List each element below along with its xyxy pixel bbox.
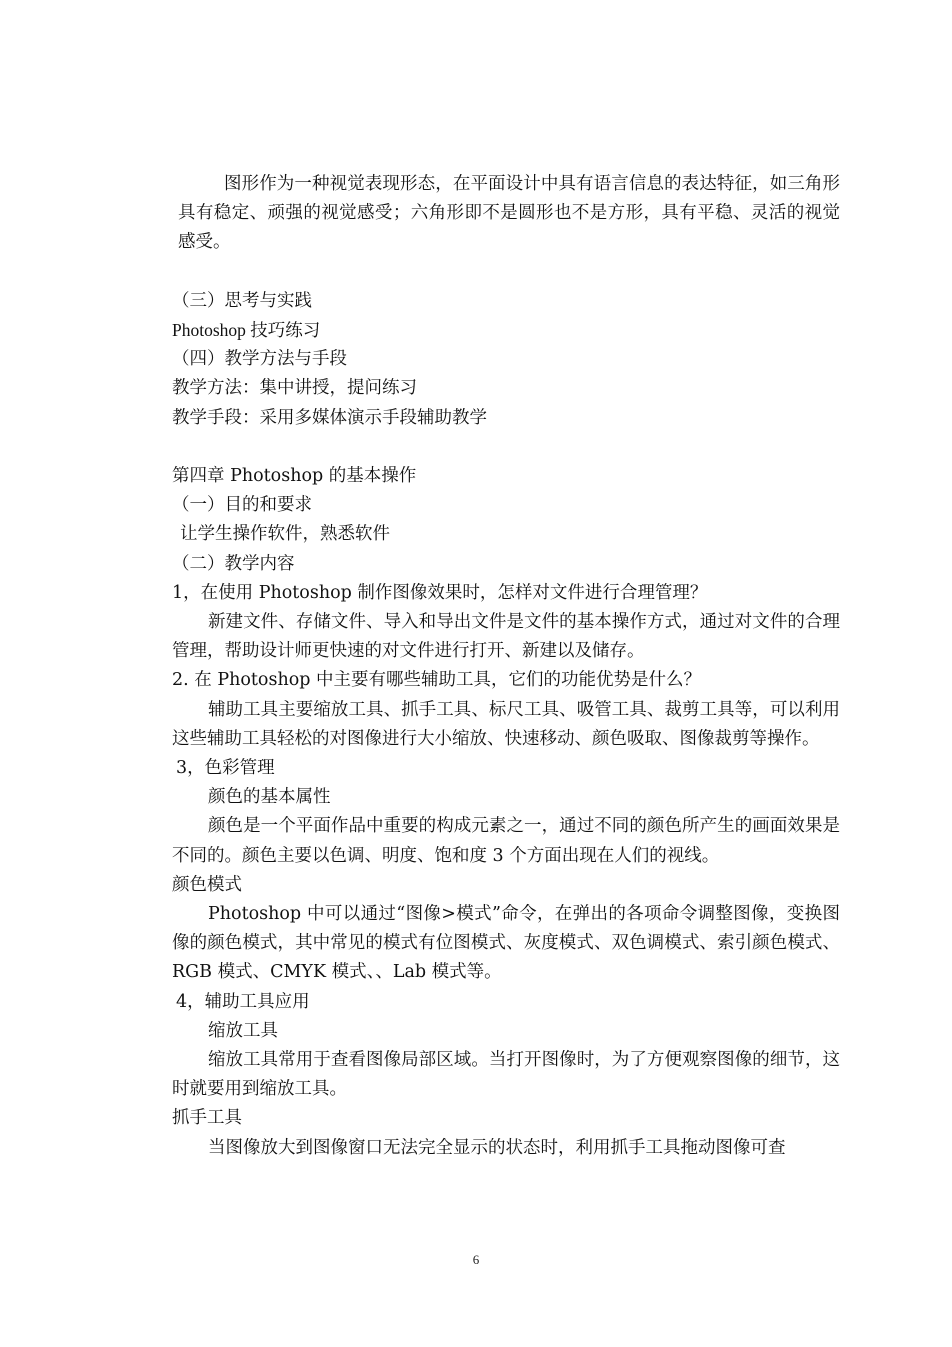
question-file-management: 1，在使用 Photoshop 制作图像效果时，怎样对文件进行合理管理？ <box>172 582 708 603</box>
heading-goals: （一）目的和要求 <box>172 495 312 516</box>
heading-teaching-content: （二）教学内容 <box>172 553 295 574</box>
paragraph-color-modes: Photoshop 中可以通过“图像>模式”命令，在弹出的各项命令调整图像，变换图像的颜色模式，其中常见的模式有位图模式、灰度模式、双色调模式、索引颜色模式、RGB 模式、CMYK 模式、、Lab 模式等。 <box>172 904 840 983</box>
answer-file-management: 新建文件、存储文件、导入和导出文件是文件的基本操作方式，通过对文件的合理管理，帮助设计师更快速的对文件进行打开、新建以及储存。 <box>172 612 840 662</box>
heading-helper-tool-usage: 4，辅助工具应用 <box>176 991 310 1012</box>
subheading-hand-tool: 抓手工具 <box>172 1108 242 1129</box>
spacer <box>172 433 840 462</box>
paragraph-zoom-tool: 缩放工具常用于查看图像局部区域。当打开图像时，为了方便观察图像的细节，这时就要用到缩放工具。 <box>172 1050 840 1100</box>
paragraph-teaching-method: 教学方法：集中讲授，提问练习 <box>172 378 417 399</box>
answer-helper-tools: 辅助工具主要缩放工具、抓手工具、标尺工具、吸管工具、裁剪工具等，可以利用这些辅助工具轻松的对图像进行大小缩放、快速移动、颜色吸取、图像裁剪等操作。 <box>172 699 840 749</box>
spacer <box>172 258 840 287</box>
page-number: 6 <box>472 1252 480 1267</box>
paragraph-photoshop-practice: Photoshop 技巧练习 <box>172 320 321 340</box>
paragraph-hand-tool: 当图像放大到图像窗口无法完全显示的状态时，利用抓手工具拖动图像可查 <box>208 1137 786 1158</box>
subheading-zoom-tool: 缩放工具 <box>208 1020 278 1041</box>
paragraph-shapes-intro: 图形作为一种视觉表现形态，在平面设计中具有语言信息的表达特征，如三角形具有稳定、顽强的视觉感受；六角形即不是圆形也不是方形，具有平稳、灵活的视觉感受。 <box>178 174 840 253</box>
paragraph-teaching-means: 教学手段：采用多媒体演示手段辅助教学 <box>172 407 487 428</box>
paragraph-goals: 让学生操作软件，熟悉软件 <box>180 524 390 545</box>
heading-teaching-methods: （四）教学方法与手段 <box>172 349 347 370</box>
heading-think-practice: （三）思考与实践 <box>172 290 312 311</box>
paragraph-color-attributes: 颜色是一个平面作品中重要的构成元素之一，通过不同的颜色所产生的画面效果是不同的。颜色主要以色调、明度、饱和度 3 个方面出现在人们的视线。 <box>172 816 840 866</box>
page-body <box>172 170 840 1163</box>
chapter-title: 第四章 Photoshop 的基本操作 <box>172 466 417 486</box>
heading-color-management: 3，色彩管理 <box>176 758 275 779</box>
subheading-color-modes: 颜色模式 <box>172 874 242 895</box>
question-helper-tools: 2. 在 Photoshop 中主要有哪些辅助工具，它们的功能优势是什么？ <box>172 670 702 691</box>
subheading-color-attributes: 颜色的基本属性 <box>208 787 331 808</box>
